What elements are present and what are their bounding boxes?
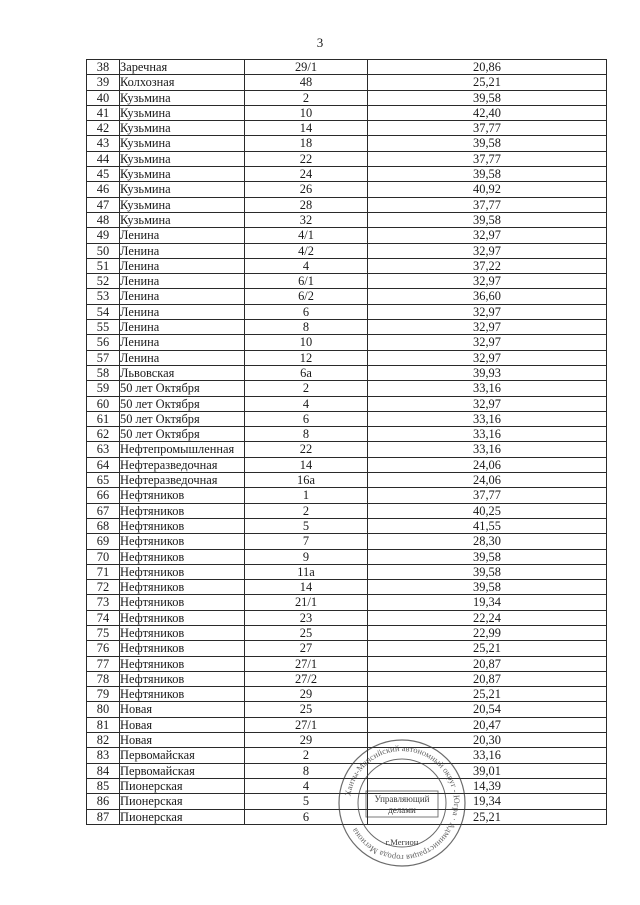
street-name: Новая — [120, 717, 245, 732]
area-value: 20,47 — [368, 717, 607, 732]
house-number: 27 — [245, 641, 368, 656]
table-row — [87, 641, 607, 656]
row-number: 49 — [87, 228, 120, 243]
house-number: 27/1 — [245, 656, 368, 671]
table-row — [87, 503, 607, 518]
house-number: 24 — [245, 167, 368, 182]
street-name: Ленина — [120, 258, 245, 273]
street-name: Заречная — [120, 60, 245, 75]
area-value: 19,34 — [368, 595, 607, 610]
street-name: Новая — [120, 733, 245, 748]
house-number: 18 — [245, 136, 368, 151]
house-number: 9 — [245, 549, 368, 564]
table-row — [87, 320, 607, 335]
area-value: 25,21 — [368, 809, 607, 824]
area-value: 39,58 — [368, 549, 607, 564]
table-row — [87, 197, 607, 212]
row-number: 71 — [87, 564, 120, 579]
house-number: 8 — [245, 763, 368, 778]
table-row — [87, 121, 607, 136]
row-number: 68 — [87, 518, 120, 533]
area-value: 33,16 — [368, 381, 607, 396]
house-number: 2 — [245, 748, 368, 763]
row-number: 65 — [87, 473, 120, 488]
table-row — [87, 687, 607, 702]
house-number: 29 — [245, 687, 368, 702]
row-number: 48 — [87, 212, 120, 227]
table-row — [87, 274, 607, 289]
table-row — [87, 610, 607, 625]
house-number: 5 — [245, 794, 368, 809]
row-number: 62 — [87, 427, 120, 442]
street-name: Кузьмина — [120, 121, 245, 136]
area-value: 19,34 — [368, 794, 607, 809]
table-row — [87, 580, 607, 595]
house-number: 2 — [245, 503, 368, 518]
table-row — [87, 60, 607, 75]
house-number: 14 — [245, 121, 368, 136]
row-number: 52 — [87, 274, 120, 289]
area-value: 32,97 — [368, 335, 607, 350]
area-value: 33,16 — [368, 442, 607, 457]
page-number: 3 — [316, 35, 324, 50]
stamp-outer-text: Ханты-Мансийский автономный округ - Югра · Администрация города Мегиона — [342, 742, 463, 864]
row-number: 60 — [87, 396, 120, 411]
table-row — [87, 381, 607, 396]
house-number: 21/1 — [245, 595, 368, 610]
house-number: 6а — [245, 365, 368, 380]
area-value: 28,30 — [368, 534, 607, 549]
area-value: 39,58 — [368, 580, 607, 595]
house-number: 27/2 — [245, 671, 368, 686]
house-number: 28 — [245, 197, 368, 212]
table-row — [87, 625, 607, 640]
area-value: 32,97 — [368, 228, 607, 243]
street-name: Ленина — [120, 304, 245, 319]
street-name: Новая — [120, 702, 245, 717]
row-number: 59 — [87, 381, 120, 396]
row-number: 44 — [87, 151, 120, 166]
house-number: 11а — [245, 564, 368, 579]
table-row — [87, 564, 607, 579]
area-value: 20,30 — [368, 733, 607, 748]
house-number: 14 — [245, 580, 368, 595]
area-value: 37,77 — [368, 197, 607, 212]
row-number: 63 — [87, 442, 120, 457]
street-name: Кузьмина — [120, 105, 245, 120]
street-name: Нефтепромышленная — [120, 442, 245, 457]
table-row — [87, 717, 607, 732]
house-number: 4 — [245, 258, 368, 273]
street-name: Первомайская — [120, 748, 245, 763]
house-number: 7 — [245, 534, 368, 549]
row-number: 42 — [87, 121, 120, 136]
house-number: 12 — [245, 350, 368, 365]
house-number: 5 — [245, 518, 368, 533]
house-number: 22 — [245, 151, 368, 166]
street-name: Нефтяников — [120, 641, 245, 656]
row-number: 51 — [87, 258, 120, 273]
house-number: 26 — [245, 182, 368, 197]
area-value: 37,77 — [368, 121, 607, 136]
street-name: Нефтяников — [120, 595, 245, 610]
house-number: 4/2 — [245, 243, 368, 258]
street-name: 50 лет Октября — [120, 396, 245, 411]
table-row — [87, 442, 607, 457]
street-name: Ленина — [120, 320, 245, 335]
house-number: 1 — [245, 488, 368, 503]
street-name: Ленина — [120, 274, 245, 289]
table-row — [87, 90, 607, 105]
street-name: Пионерская — [120, 794, 245, 809]
row-number: 67 — [87, 503, 120, 518]
row-number: 86 — [87, 794, 120, 809]
street-name: Нефтяников — [120, 534, 245, 549]
area-value: 40,25 — [368, 503, 607, 518]
area-value: 39,01 — [368, 763, 607, 778]
street-name: Львовская — [120, 365, 245, 380]
area-value: 32,97 — [368, 320, 607, 335]
house-number: 29 — [245, 733, 368, 748]
row-number: 84 — [87, 763, 120, 778]
street-name: Кузьмина — [120, 136, 245, 151]
street-name: Первомайская — [120, 763, 245, 778]
table-row — [87, 228, 607, 243]
table-row — [87, 75, 607, 90]
area-value: 41,55 — [368, 518, 607, 533]
area-value: 32,97 — [368, 396, 607, 411]
table-row — [87, 304, 607, 319]
row-number: 46 — [87, 182, 120, 197]
table-row — [87, 656, 607, 671]
row-number: 66 — [87, 488, 120, 503]
row-number: 43 — [87, 136, 120, 151]
area-value: 40,92 — [368, 182, 607, 197]
row-number: 72 — [87, 580, 120, 595]
table-row — [87, 457, 607, 472]
area-value: 20,87 — [368, 656, 607, 671]
house-number: 6 — [245, 304, 368, 319]
house-number: 25 — [245, 702, 368, 717]
row-number: 81 — [87, 717, 120, 732]
area-value: 32,97 — [368, 243, 607, 258]
table-row — [87, 427, 607, 442]
street-name: 50 лет Октября — [120, 381, 245, 396]
area-value: 33,16 — [368, 748, 607, 763]
street-name: Нефтяников — [120, 687, 245, 702]
row-number: 41 — [87, 105, 120, 120]
house-number: 29/1 — [245, 60, 368, 75]
area-value: 24,06 — [368, 473, 607, 488]
table-row — [87, 365, 607, 380]
house-number: 25 — [245, 625, 368, 640]
street-name: Пионерская — [120, 778, 245, 793]
area-value: 39,93 — [368, 365, 607, 380]
area-value: 25,21 — [368, 641, 607, 656]
table-row — [87, 335, 607, 350]
area-value: 20,86 — [368, 60, 607, 75]
area-value: 22,99 — [368, 625, 607, 640]
table-row — [87, 243, 607, 258]
area-value: 39,58 — [368, 90, 607, 105]
area-value: 32,97 — [368, 304, 607, 319]
row-number: 40 — [87, 90, 120, 105]
area-value: 14,39 — [368, 778, 607, 793]
table-row — [87, 534, 607, 549]
street-name: 50 лет Октября — [120, 411, 245, 426]
street-name: Пионерская — [120, 809, 245, 824]
row-number: 54 — [87, 304, 120, 319]
row-number: 78 — [87, 671, 120, 686]
street-name: Кузьмина — [120, 197, 245, 212]
street-name: Нефтяников — [120, 518, 245, 533]
street-name: Нефтеразведочная — [120, 473, 245, 488]
area-value: 25,21 — [368, 687, 607, 702]
table-row — [87, 350, 607, 365]
area-value: 32,97 — [368, 274, 607, 289]
street-name: Колхозная — [120, 75, 245, 90]
table-row — [87, 258, 607, 273]
street-name: Нефтяников — [120, 580, 245, 595]
row-number: 87 — [87, 809, 120, 824]
row-number: 58 — [87, 365, 120, 380]
house-number: 10 — [245, 335, 368, 350]
row-number: 64 — [87, 457, 120, 472]
table-row — [87, 105, 607, 120]
address-table-body — [87, 60, 607, 825]
area-value: 39,58 — [368, 136, 607, 151]
row-number: 45 — [87, 167, 120, 182]
table-row — [87, 151, 607, 166]
street-name: Нефтяников — [120, 656, 245, 671]
area-value: 39,58 — [368, 167, 607, 182]
street-name: Кузьмина — [120, 182, 245, 197]
row-number: 69 — [87, 534, 120, 549]
table-row — [87, 473, 607, 488]
row-number: 85 — [87, 778, 120, 793]
table-row — [87, 702, 607, 717]
house-number: 2 — [245, 381, 368, 396]
street-name: Нефтяников — [120, 488, 245, 503]
table-row — [87, 212, 607, 227]
row-number: 55 — [87, 320, 120, 335]
area-value: 22,24 — [368, 610, 607, 625]
official-stamp — [336, 737, 468, 869]
table-row — [87, 136, 607, 151]
area-value: 20,54 — [368, 702, 607, 717]
area-value: 37,77 — [368, 488, 607, 503]
street-name: Нефтяников — [120, 564, 245, 579]
address-table — [86, 59, 607, 825]
house-number: 14 — [245, 457, 368, 472]
house-number: 32 — [245, 212, 368, 227]
table-row — [87, 595, 607, 610]
street-name: Нефтяников — [120, 625, 245, 640]
stamp-center-text-1: Управляющий — [374, 794, 430, 804]
table-row — [87, 289, 607, 304]
street-name: 50 лет Октября — [120, 427, 245, 442]
table-row — [87, 488, 607, 503]
house-number: 16а — [245, 473, 368, 488]
area-value: 33,16 — [368, 411, 607, 426]
row-number: 38 — [87, 60, 120, 75]
row-number: 56 — [87, 335, 120, 350]
area-value: 37,22 — [368, 258, 607, 273]
house-number: 10 — [245, 105, 368, 120]
area-value: 39,58 — [368, 564, 607, 579]
street-name: Нефтяников — [120, 671, 245, 686]
house-number: 23 — [245, 610, 368, 625]
area-value: 33,16 — [368, 427, 607, 442]
street-name: Нефтяников — [120, 549, 245, 564]
table-row — [87, 167, 607, 182]
table-row — [87, 549, 607, 564]
area-value: 25,21 — [368, 75, 607, 90]
street-name: Ленина — [120, 243, 245, 258]
table-row — [87, 182, 607, 197]
street-name: Ленина — [120, 350, 245, 365]
row-number: 70 — [87, 549, 120, 564]
house-number: 22 — [245, 442, 368, 457]
house-number: 27/1 — [245, 717, 368, 732]
row-number: 53 — [87, 289, 120, 304]
area-value: 36,60 — [368, 289, 607, 304]
row-number: 79 — [87, 687, 120, 702]
street-name: Нефтеразведочная — [120, 457, 245, 472]
street-name: Ленина — [120, 228, 245, 243]
area-value: 37,77 — [368, 151, 607, 166]
stamp-center-text-2: делами — [388, 805, 416, 815]
area-value: 32,97 — [368, 350, 607, 365]
stamp-city: г.Мегион — [385, 837, 419, 847]
row-number: 57 — [87, 350, 120, 365]
house-number: 48 — [245, 75, 368, 90]
street-name: Кузьмина — [120, 151, 245, 166]
street-name: Кузьмина — [120, 90, 245, 105]
row-number: 47 — [87, 197, 120, 212]
house-number: 6/2 — [245, 289, 368, 304]
house-number: 4 — [245, 778, 368, 793]
row-number: 73 — [87, 595, 120, 610]
row-number: 75 — [87, 625, 120, 640]
street-name: Кузьмина — [120, 212, 245, 227]
table-row — [87, 396, 607, 411]
row-number: 76 — [87, 641, 120, 656]
row-number: 83 — [87, 748, 120, 763]
row-number: 82 — [87, 733, 120, 748]
area-value: 39,58 — [368, 212, 607, 227]
table-row — [87, 671, 607, 686]
house-number: 6/1 — [245, 274, 368, 289]
row-number: 77 — [87, 656, 120, 671]
row-number: 50 — [87, 243, 120, 258]
row-number: 74 — [87, 610, 120, 625]
area-value: 24,06 — [368, 457, 607, 472]
area-value: 42,40 — [368, 105, 607, 120]
street-name: Нефтяников — [120, 503, 245, 518]
house-number: 4/1 — [245, 228, 368, 243]
house-number: 6 — [245, 809, 368, 824]
area-value: 20,87 — [368, 671, 607, 686]
house-number: 8 — [245, 427, 368, 442]
row-number: 80 — [87, 702, 120, 717]
house-number: 6 — [245, 411, 368, 426]
house-number: 8 — [245, 320, 368, 335]
house-number: 4 — [245, 396, 368, 411]
house-number: 2 — [245, 90, 368, 105]
street-name: Ленина — [120, 335, 245, 350]
table-row — [87, 411, 607, 426]
table-row — [87, 518, 607, 533]
street-name: Кузьмина — [120, 167, 245, 182]
street-name: Ленина — [120, 289, 245, 304]
street-name: Нефтяников — [120, 610, 245, 625]
row-number: 39 — [87, 75, 120, 90]
row-number: 61 — [87, 411, 120, 426]
